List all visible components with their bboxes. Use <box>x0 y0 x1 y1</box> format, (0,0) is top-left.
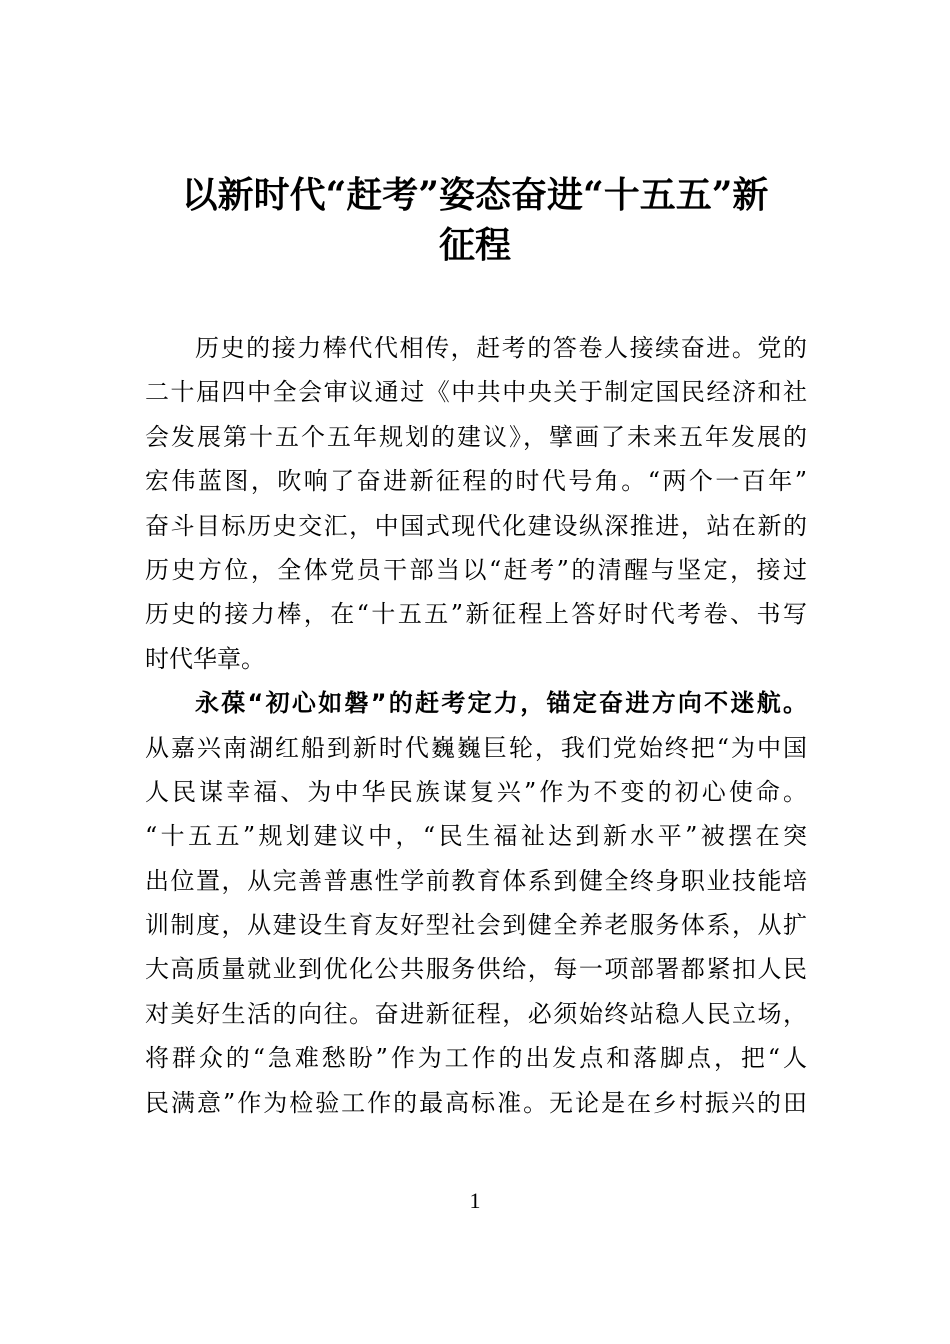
section-heading: 永葆“初心如磐”的赶考定力，锚定奋进方向不迷航。 <box>195 689 807 718</box>
text-line: 人民谋幸福、为中华民族谋复兴”作为不变的初心使命。 <box>145 777 807 806</box>
text-line: “十五五”规划建议中，“民生福祉达到新水平”被摆在突 <box>145 822 807 851</box>
text-line: 从嘉兴南湖红船到新时代巍巍巨轮，我们党始终把“为中国 <box>145 733 807 762</box>
text-line: 二十届四中全会审议通过《中共中央关于制定国民经济和社 <box>145 378 807 407</box>
document-title-line-2: 征程 <box>438 224 511 266</box>
text-line: 训制度，从建设生育友好型社会到健全养老服务体系，从扩 <box>145 911 807 940</box>
document-title-line-1: 以新时代“赶考”姿态奋进“十五五”新 <box>181 174 769 216</box>
text-line: 历史的接力棒，在“十五五”新征程上答好时代考卷、书写 <box>145 600 807 629</box>
text-line: 历史方位，全体党员干部当以“赶考”的清醒与坚定，接过 <box>145 555 807 584</box>
document-body <box>145 326 807 1125</box>
page-number: 1 <box>469 1188 481 1213</box>
text-line: 宏伟蓝图，吹响了奋进新征程的时代号角。“两个一百年” <box>145 467 807 496</box>
text-line: 会发展第十五个五年规划的建议》，擘画了未来五年发展的 <box>145 422 807 451</box>
text-line: 奋斗目标历史交汇，中国式现代化建设纵深推进，站在新的 <box>145 511 807 540</box>
text-line: 出位置，从完善普惠性学前教育体系到健全终身职业技能培 <box>145 866 807 895</box>
text-line: 民满意”作为检验工作的最高标准。无论是在乡村振兴的田 <box>145 1088 807 1117</box>
paragraph-1 <box>145 326 807 681</box>
paragraph-2 <box>145 681 807 1125</box>
text-line: 对美好生活的向往。奋进新征程，必须始终站稳人民立场， <box>145 999 807 1028</box>
text-line: 大高质量就业到优化公共服务供给，每一项部署都紧扣人民 <box>145 955 807 984</box>
text-line: 时代华章。 <box>145 644 265 673</box>
text-line: 历史的接力棒代代相传，赶考的答卷人接续奋进。党的 <box>195 334 807 362</box>
text-line: 将群众的“急难愁盼”作为工作的出发点和落脚点，把“人 <box>145 1044 807 1073</box>
